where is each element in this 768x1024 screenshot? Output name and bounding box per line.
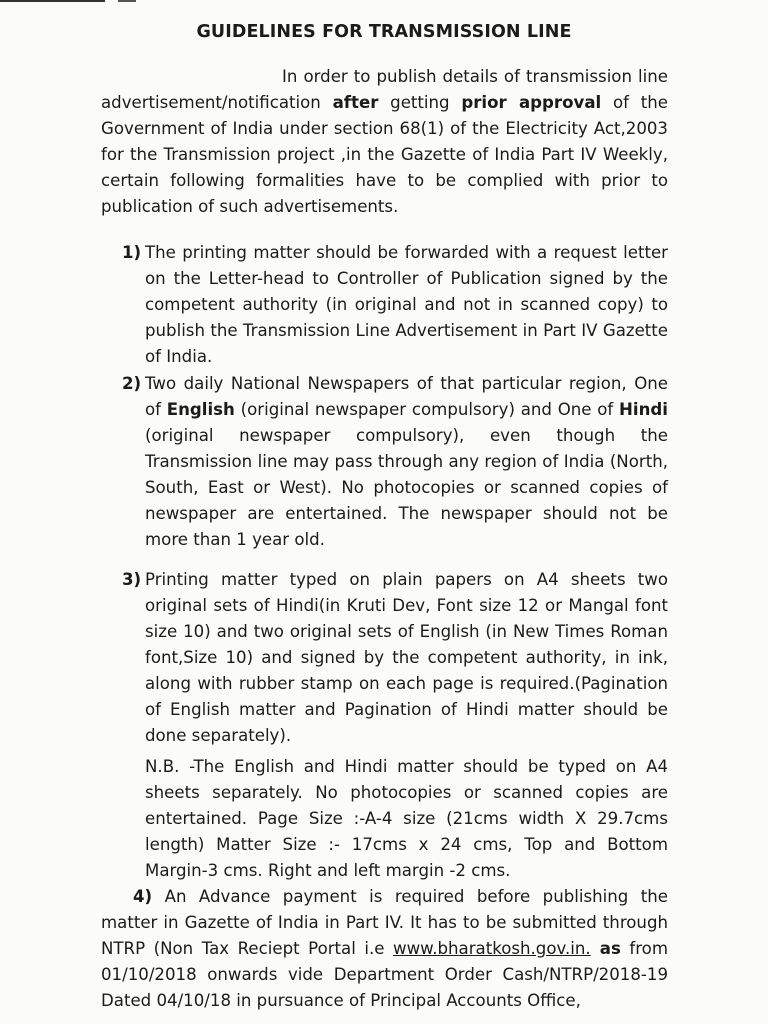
guideline-item-4: 4) An Advance payment is required before publishing the matter in Gazette of India in Part IV. It has to be submitted through NTRP (Non Tax Reciept Portal i.e www.bharatkosh.gov.in. as from 01/10/2018 onwards vide Department Order Cash/NTRP/2018-19 Dated 04/10/18 in pursuance of Principal Accounts Office,: [101, 887, 668, 1010]
page-title: GUIDELINES FOR TRANSMISSION LINE: [196, 22, 572, 42]
intro-paragraph: In order to publish details of transmission line advertisement/notification after getting prior approval of the Government of India under section 68(1) of the Electricity Act,2003 for the Transmission project ,in the Gazette of India Part IV Weekly, certain following formalities have to be complied with prior to publication of such advertisements.: [101, 67, 669, 216]
scan-edge-line: [0, 0, 105, 2]
bharatkosh-link[interactable]: www.bharatkosh.gov.in.: [393, 939, 591, 958]
item-number: 3): [122, 570, 142, 589]
nb-note: N.B. -The English and Hindi matter should be typed on A4 sheets separately. No photocopies or scanned copies are entertained. Page Size :-A-4 size (21cms width X 29.7cms length) Matter Size :- 17cms x 24 cms, Top and Bottom Margin-3 cms. Right and left margin -2 cms.: [145, 757, 668, 880]
item-number: 4): [133, 887, 153, 906]
item-text: Printing matter typed on plain papers on A4 sheets two original sets of Hindi(in Kruti Dev, Font size 12 or Mangal font size 10) and two original sets of English (in New Times Roman font,Size 10) and signed by the competent authority, in ink, along with rubber stamp on each page is required.(Pagination of English matter and Pagination of Hindi matter should be done separately).: [145, 570, 668, 745]
item-text: The printing matter should be forwarded with a request letter on the Letter-head to Controller of Publication signed by the competent authority (in original and not in scanned copy) to publish the Transmission Line Advertisement in Part IV Gazette of India.: [145, 243, 668, 366]
item-number: 2): [122, 374, 142, 393]
item-number: 1): [122, 243, 142, 262]
scan-edge-line-small: [118, 0, 136, 2]
item-text: Two daily National Newspapers of that particular region, One of English (original newspaper compulsory) and One of Hindi (original newspaper compulsory), even though the Transmission line may pass through any region of India (North, South, East or West). No photocopies or scanned copies of newspaper are entertained. The newspaper should not be more than 1 year old.: [145, 374, 668, 549]
